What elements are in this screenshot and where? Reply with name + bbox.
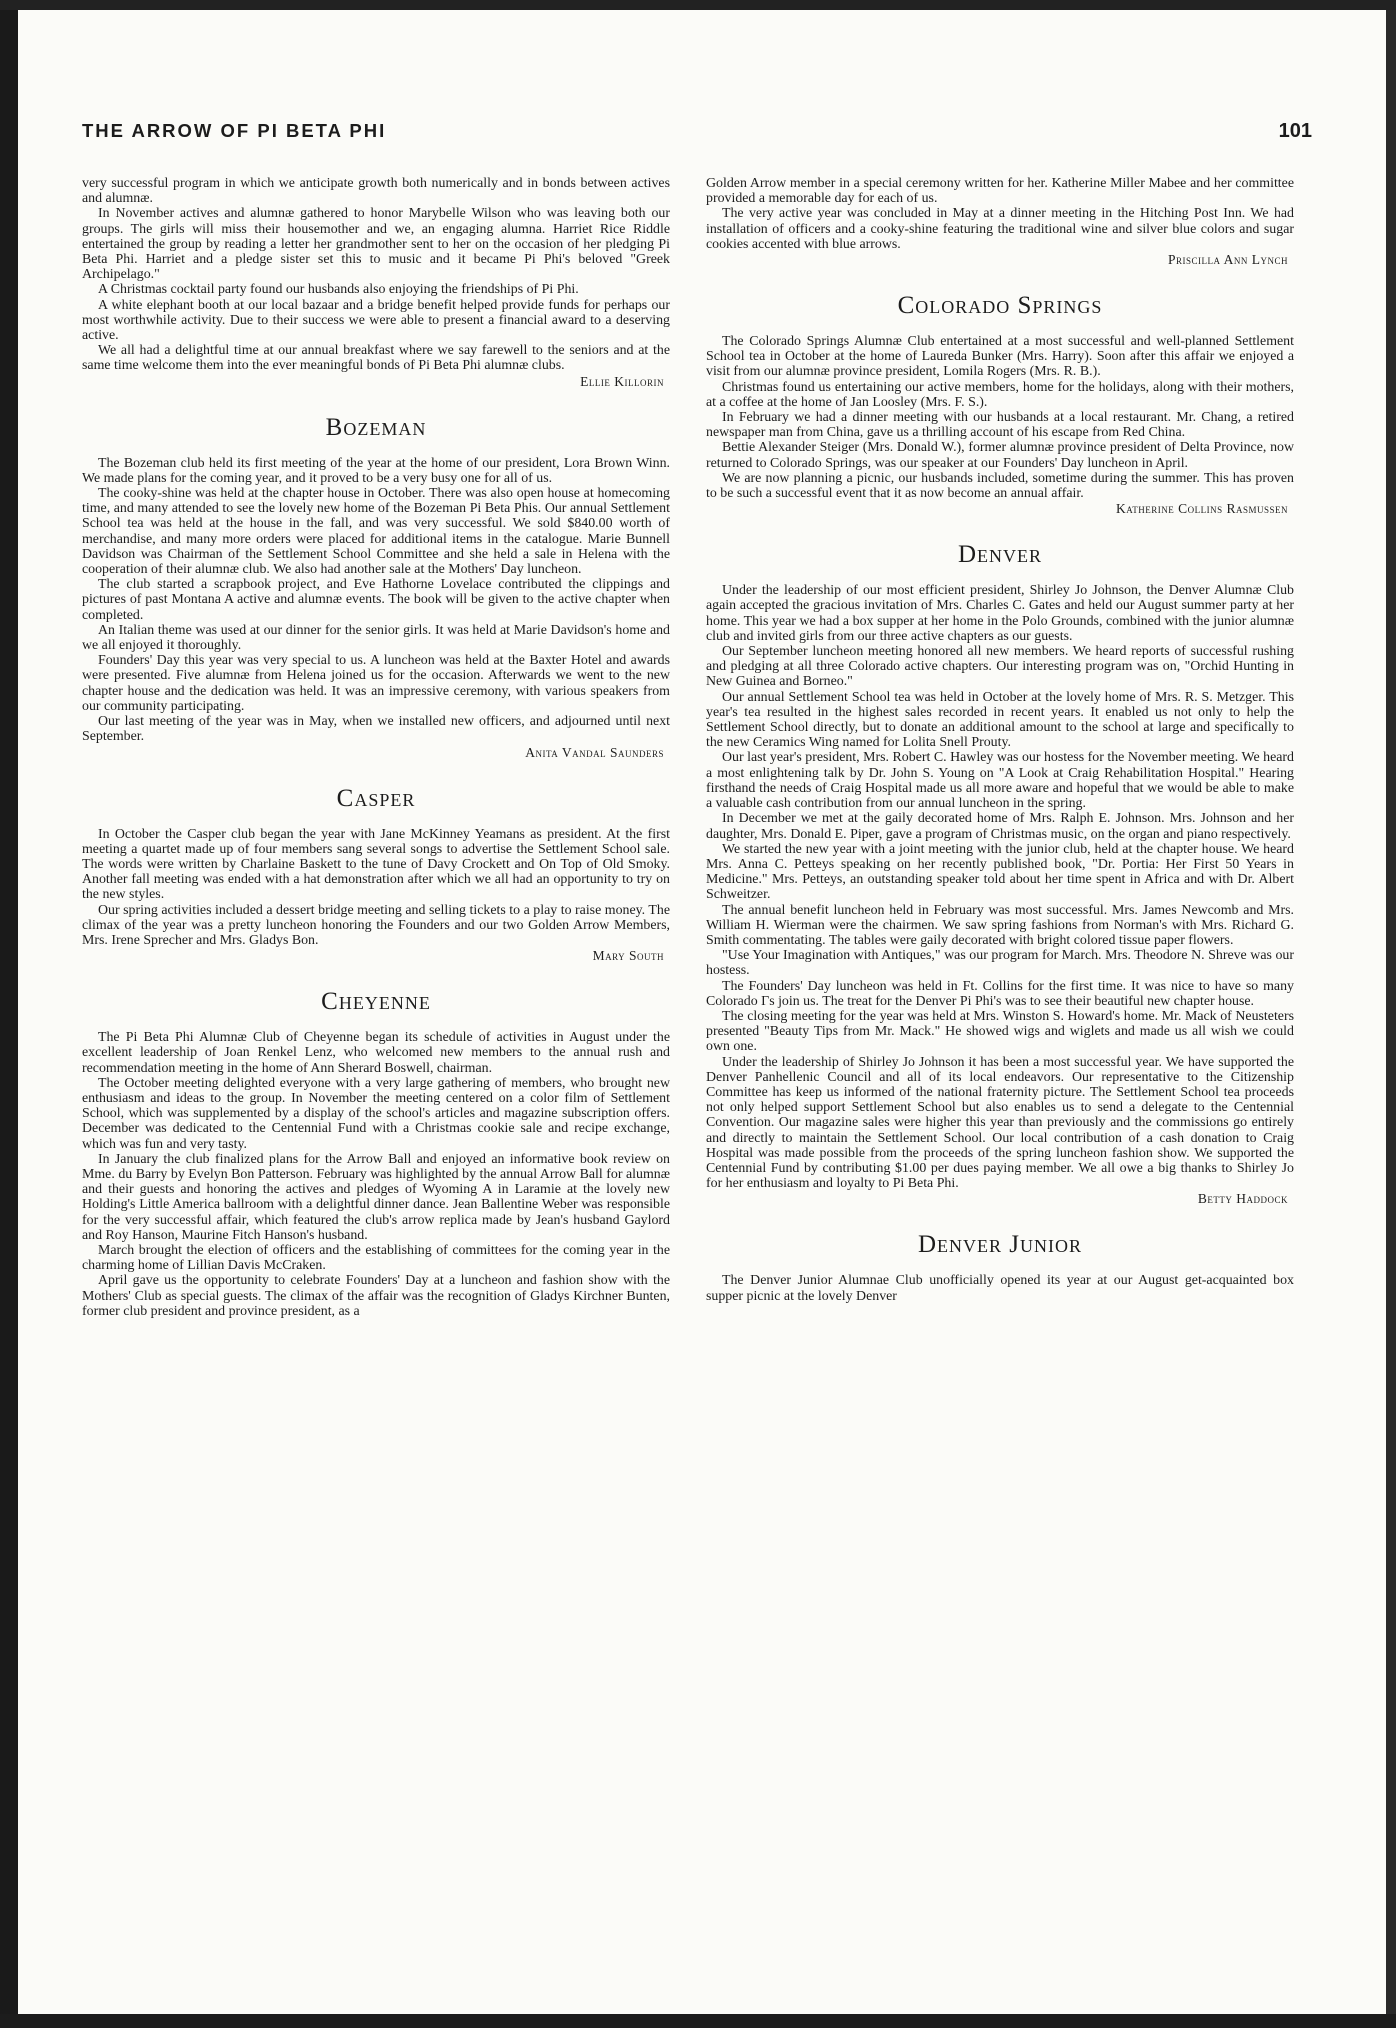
paragraph: The Bozeman club held its first meeting of the year at the home of our president, Lora Brown Winn. We made plans for the coming year, and it proved to be a very busy one for all of us. <box>82 455 670 486</box>
author-signature: Ellie Killorin <box>580 373 664 389</box>
paragraph: Under the leadership of our most efficient president, Shirley Jo Johnson, the Denver Alumnæ Club again accepted the gracious invitation of Mrs. Charles C. Gates and held our August summer party at her home. This year we had a box supper at her home in the Polo Grounds, combined with the junior alumnæ club and invited girls from our three active chapters as our guests. <box>706 583 1294 644</box>
section-heading: Bozeman <box>325 413 427 441</box>
paragraph: Our annual Settlement School tea was held in October at the lovely home of Mrs. R. S. Metzger. This year's tea resulted in the highest sales recorded in recent years. It enabled us not only to help the Settlement School directly, but to donate an additional amount to the school at large and specifically to the new Ceramics Wing named for Lolita Snell Prouty. <box>706 689 1294 751</box>
paragraph: The closing meeting for the year was held at Mrs. Winston S. Howard's home. Mr. Mack of Neusteters presented "Beauty Tips from Mr. Mack." He showed wigs and wiglets and made us all wish we could own one. <box>706 1008 1294 1055</box>
paragraph: A white elephant booth at our local bazaar and a bridge benefit helped provide funds for perhaps our most worthwhile activity. Due to their success we were able to present a financial award to a deserving active. <box>82 297 670 344</box>
paragraph: In January the club finalized plans for the Arrow Ball and enjoyed an informative book review on Mme. du Barry by Evelyn Bon Patterson. February was highlighted by the annual Arrow Ball for alumnæ and their guests and honoring the actives and pledges of Wyoming A in Laramie at the lovely new Holding's Little America ballroom with a delightful dinner dance. Jean Ballentine Weber was responsible for the very successful affair, which featured the club's arrow replica made by Jean's husband Gaylord and Roy Hanson, Maurine Fitch Hanson's husband. <box>82 1151 670 1243</box>
section-heading: Denver Junior <box>917 1231 1083 1259</box>
paragraph: Our last year's president, Mrs. Robert C. Hawley was our hostess for the November meeting. We heard a most enlightening talk by Dr. John S. Young on "A Look at Craig Rehabilitation Hospital." Hearing firsthand the needs of Craig Hospital made us all more aware and hopeful that we would be able to make a valuable cash contribution from our annual luncheon in the spring. <box>706 750 1294 812</box>
scan-border-right <box>1386 0 1396 2028</box>
scan-border-left <box>0 0 18 2028</box>
paragraph: The club started a scrapbook project, and Eve Hathorne Lovelace contributed the clippings and pictures of past Montana A active and alumnæ events. The book will be given to the active chapter when completed. <box>82 577 670 623</box>
right-column <box>706 176 1294 1976</box>
section-colorado-springs <box>706 292 1294 516</box>
author-signature: Anita Vandal Saunders <box>525 744 664 760</box>
paragraph: In February we had a dinner meeting with our husbands at a local restaurant. Mr. Chang, a retired newspaper man from China, gave us a thrilling account of his escape from Red China. <box>706 410 1294 441</box>
page-number: 101 <box>1278 120 1312 142</box>
paragraph: An Italian theme was used at our dinner for the senior girls. It was held at Marie Davidson's home and we all enjoyed it thoroughly. <box>82 622 670 654</box>
paragraph: Founders' Day this year was very special to us. A luncheon was held at the Baxter Hotel and awards were presented. Five alumnæ from Helena joined us for the occasion. Afterwards we went to the new chapter house and the dedication was held. It was an impressive ceremony, with various speakers from our community participating. <box>82 653 670 714</box>
paragraph: We all had a delightful time at our annual breakfast where we say farewell to the seniors and at the same time welcome them into the ever meaningful bonds of Pi Beta Phi alumnæ clubs. <box>82 343 670 374</box>
paragraph: Golden Arrow member in a special ceremony written for her. Katherine Miller Mabee and her committee provided a memorable day for each of us. <box>706 176 1294 207</box>
paragraph: The annual benefit luncheon held in February was most successful. Mrs. James Newcomb and Mrs. William H. Wierman were the chairmen. We saw spring fashions from Norman's with Mrs. Richard G. Smith commentating. The tables were gaily decorated with bright colored tissue paper flowers. <box>706 902 1294 948</box>
journal-title: THE ARROW OF PI BETA PHI <box>82 120 387 141</box>
paragraph: The October meeting delighted everyone with a very large gathering of members, who brought new enthusiasm and ideas to the group. In November the meeting centered on a color film of Settlement School, which was supplemented by a display of the school's articles and magazine subscription offers. December was dedicated to the Centennial Fund with a Christmas cookie sale and recipe exchange, which was fun and very tasty. <box>82 1075 670 1152</box>
paragraph: The Pi Beta Phi Alumnæ Club of Cheyenne began its schedule of activities in August under the excellent leadership of Joan Renkel Lenz, who welcomed new members to the annual rush and recommendation meeting in the home of Ann Sherard Boswell, chairman. <box>82 1030 670 1076</box>
paragraph: April gave us the opportunity to celebrate Founders' Day at a luncheon and fashion show with the Mothers' Club as special guests. The climax of the affair was the recognition of Gladys Kirchner Bunten, former club president and province president, as a <box>82 1273 670 1319</box>
paragraph: The Founders' Day luncheon was held in Ft. Collins for the first time. It was nice to have so many Colorado Γs join us. The treat for the Denver Pi Phi's was to see their beautiful new chapter house. <box>706 978 1294 1009</box>
paragraph: Our September luncheon meeting honored all new members. We heard reports of successful rushing and pledging at all three Colorado active chapters. Our interesting program was on, "Orchid Hunting in New Guinea and Borneo." <box>706 644 1294 690</box>
running-header <box>82 120 1312 150</box>
scan-border-bottom <box>0 2014 1396 2028</box>
section-denver <box>706 541 1294 1206</box>
paragraph: In December we met at the gaily decorated home of Mrs. Ralph E. Johnson. Mrs. Johnson and her daughter, Mrs. Donald E. Piper, gave a program of Christmas music, on the organ and piano respectively. <box>706 811 1294 842</box>
paragraph: The Colorado Springs Alumnæ Club entertained at a most successful and well-planned Settlement School tea in October at the home of Laureda Bunker (Mrs. Harry). Soon after this affair we enjoyed a visit from our alumnæ province president, Lomila Rogers (Mrs. R. B.). <box>706 334 1294 380</box>
section-intro-continued <box>82 176 670 389</box>
paragraph: We started the new year with a joint meeting with the junior club, held at the chapter house. We heard Mrs. Anna C. Petteys speaking on her recently published book, "Dr. Portia: Her First 50 Years in Medicine." Mrs. Petteys, an outstanding speaker told about her time spent in Africa and with Dr. Albert Schweitzer. <box>706 841 1294 903</box>
paragraph: The cooky-shine was held at the chapter house in October. There was also open house at homecoming time, and many attended to see the lovely new home of the Bozeman Pi Beta Phis. Our annual Settlement School tea was held at the house in the fall, and was very successful. We sold $840.00 worth of merchandise, and many more orders were placed for additional items in the catalogue. Marie Bunnell Davidson was Chairman of the Settlement School Committee and she held a sale in Helena with the cooperation of their alumnæ club. We also had another sale at the Mothers' Day luncheon. <box>82 486 670 578</box>
section-bozeman <box>82 414 670 760</box>
paragraph: Our spring activities included a dessert bridge meeting and selling tickets to a play to raise money. The climax of the year was a pretty luncheon honoring the Founders and our two Golden Arrow Members, Mrs. Irene Sprecher and Mrs. Gladys Bon. <box>82 902 670 948</box>
section-heading: Colorado Springs <box>897 292 1103 320</box>
paragraph: We are now planning a picnic, our husbands included, sometime during the summer. This has proven to be such a successful event that it as now become an annual affair. <box>706 470 1294 502</box>
section-casper <box>82 785 670 964</box>
paragraph: In October the Casper club began the year with Jane McKinney Yeamans as president. At the first meeting a quartet made up of four members sang several songs to advertise the Settlement School sale. The words were written by Charlaine Baskett to the tune of Davy Crockett and On Top of Old Smoky. Another fall meeting was ended with a hat demonstration after which we all had an opportunity to try on the new styles. <box>82 826 670 903</box>
paragraph: Christmas found us entertaining our active members, home for the holidays, along with their mothers, at a coffee at the home of Jan Loosley (Mrs. F. S.). <box>706 379 1294 410</box>
section-denver-junior <box>706 1231 1294 1303</box>
paragraph: A Christmas cocktail party found our husbands also enjoying the friendships of Pi Phi. <box>98 282 579 298</box>
paragraph: very successful program in which we anticipate growth both numerically and in bonds between actives and alumnæ. <box>82 176 670 207</box>
section-heading: Denver <box>957 541 1043 569</box>
paragraph: "Use Your Imagination with Antiques," was our program for March. Mrs. Theodore N. Shreve was our hostess. <box>706 948 1294 979</box>
paragraph: March brought the election of officers and the establishing of committees for the coming year in the charming home of Lillian Davis McCraken. <box>82 1242 670 1274</box>
paragraph: In November actives and alumnæ gathered to honor Marybelle Wilson who was leaving both our groups. The girls will miss their housemother and we, an engaging alumna. Harriet Rice Riddle entertained the group by reading a letter her grandmother sent to her on the occasion of her pledging Pi Beta Phi. Harriet and a pledge sister set this to music and it became Pi Phi's beloved "Greek Archipelago." <box>82 206 670 283</box>
author-signature: Mary South <box>592 948 664 964</box>
scan-border-top <box>0 0 1396 10</box>
paragraph: Bettie Alexander Steiger (Mrs. Donald W.), former alumnæ province president of Delta Province, now returned to Colorado Springs, was our speaker at our Founders' Day luncheon in April. <box>706 440 1294 471</box>
author-signature: Katherine Collins Rasmussen <box>1115 501 1288 517</box>
section-heading: Casper <box>336 784 416 812</box>
section-cheyenne-continued <box>706 176 1294 267</box>
paragraph: The Denver Junior Alumnae Club unofficially opened its year at our August get-acquainted box supper picnic at the lovely Denver <box>706 1273 1294 1304</box>
section-cheyenne <box>82 988 670 1319</box>
paragraph: Our last meeting of the year was in May, when we installed new officers, and adjourned until next September. <box>82 714 670 745</box>
left-column <box>82 176 670 1976</box>
author-signature: Betty Haddock <box>1197 1191 1288 1207</box>
author-signature: Priscilla Ann Lynch <box>1167 252 1288 268</box>
paragraph: Under the leadership of Shirley Jo Johnson it has been a most successful year. We have supported the Denver Panhellenic Council and all of its local endeavors. Our representative to the Citizenship Committee has keep us informed of the national fraternity picture. The Settlement School tea proceeds not only helped support Settlement School but also enables us to send a delegate to the Centennial Convention. Our magazine sales were higher this year than previously and the commissions go entirely and directly to maintain the Settlement School. Our local contribution of a cash donation to Craig Hospital was made possible from the proceeds of the spring luncheon fashion show. We supported the Centennial Fund by contributing $1.00 per dues paying member. We all owe a big thanks to Shirley Jo for her enthusiasm and loyalty to Pi Beta Phi. <box>706 1054 1294 1192</box>
section-heading: Cheyenne <box>321 988 431 1016</box>
paragraph: The very active year was concluded in May at a dinner meeting in the Hitching Post Inn. We had installation of officers and a cooky-shine featuring the traditional wine and silver blue colors and sugar cookies accented with blue arrows. <box>706 206 1294 252</box>
